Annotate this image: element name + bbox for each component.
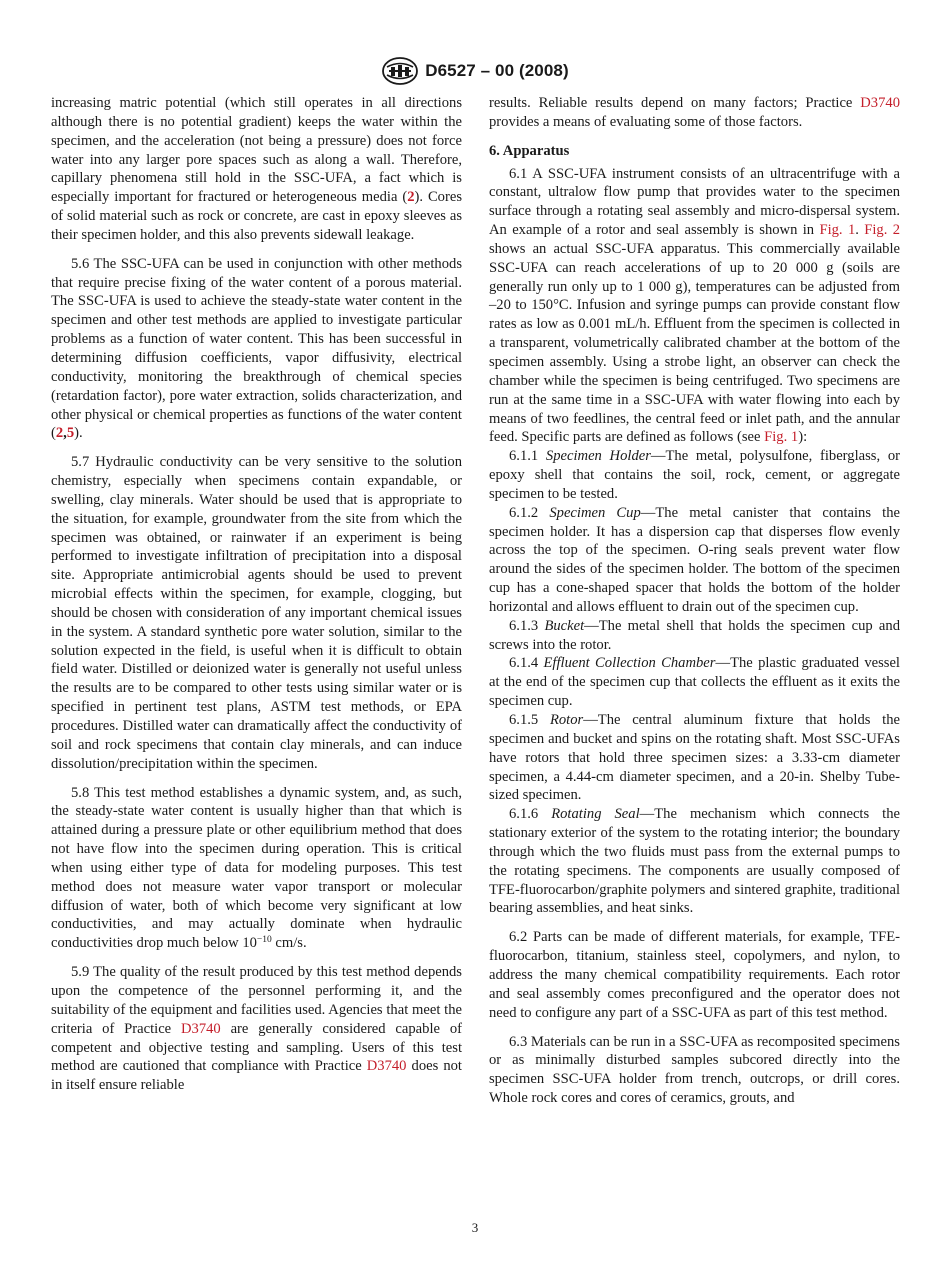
standard-link-d3740[interactable]: D3740 <box>860 95 900 111</box>
figure-link[interactable]: Fig. 2 <box>864 222 901 239</box>
figure-link[interactable]: Fig. 1 <box>819 222 856 239</box>
paragraph-5-9-continued: results. Reliable results depend on many factors; Practice D3740 provides a means of evaluating some of those factors. <box>489 95 900 130</box>
left-column <box>51 94 462 1095</box>
paragraph-5-5-continued: increasing matric potential (which still operates in all directions although there is no potential gradient) keeps the water within the specimen, and the acceleration (not being a pressure) does not force water into any larger pore spaces such as along a wall. Therefore, capillary phenomena still hold in the SSC-UFA, a fact which is especially important for fractured or heterogeneous media (2). Cores of solid material such as rock or concrete, are cast in epoxy sleeves as their specimen holder, and this also prevents sidewall leakage. <box>51 95 462 243</box>
reference-link[interactable]: 5 <box>66 425 75 442</box>
paragraph-6-1: 6.1 A SSC-UFA instrument consists of an ultracentrifuge with a constant, ultralow flow pump that provides water to the specimen surface through a rotating seal assembly and micro-dispersal system. An example of a rotor and seal assembly is shown in Fig. 1. Fig. 2 shows an actual SSC-UFA apparatus. This commercially available SSC-UFA can reach accelerations of up to 20 000 g (soils are generally run only up to 1 000 g), temperatures can be adjusted from –20 to 150°C. Infusion and syringe pumps can provide constant flow rates as low as 0.001 mL/h. Effluent from the specimen is collected in a transparent, volumetrically calibrated chamber at the bottom of the specimen assembly. Using a strobe light, an observer can check the chamber while the specimen is being centrifuged. Two specimens are run at the same time in a SSC-UFA with water flowing into each by means of two feedlines, the central feed or inlet path, and the annular feed. Specific parts are defined as follows (see Fig. 1): <box>489 165 901 446</box>
paragraph-6-1-5: 6.1.5 Rotor—The central aluminum fixture that holds the specimen and bucket and spins on the rotating shaft. Most SSC-UFAs have rotors that hold three specimen sizes: a 3.33-cm diameter specimen, a 4.44-cm diameter specimen, and a 20-in. Shelby Tube-sized specimen. <box>489 712 900 804</box>
section-heading-apparatus: 6. Apparatus <box>489 142 570 159</box>
reference-link[interactable]: 2 <box>55 425 64 442</box>
figure-link[interactable]: Fig. 1 <box>764 429 799 446</box>
document-designation: D6527 – 00 (2008) <box>425 61 569 80</box>
paragraph-5-9: 5.9 The quality of the result produced by this test method depends upon the competence of the personnel performing it, and the suitability of the equipment and facilities used. Agencies that meet the criteria of Practice D3740 are generally considered capable of competent and objective testing and sampling. Users of this test method are cautioned that compliance with Practice D3740 does not in itself ensure reliable <box>51 964 462 1094</box>
paragraph-5-8: 5.8 This test method establishes a dynamic system, and, as such, the steady-state water content is usually higher than that which is attained during a pressure plate or other equilibrium method that does not have flow into the specimen during operation. This is critical when using either type of data for modeling purposes. This test method does not measure water vapor transport or molecular diffusion of water, both of which become very significant at low conductivities, and may actually dominate when hydraulic conductivities drop much below $10^{-10}$ cm/s. <box>51 784 462 952</box>
paragraph-6-1-3: 6.1.3 Bucket—The metal shell that holds the specimen cup and screws into the rotor. <box>489 617 900 653</box>
astm-logo-icon <box>381 56 419 86</box>
paragraph-5-6: 5.6 The SSC-UFA can be used in conjunction with other methods that require precise fixing of the water content of a porous material. The SSC-UFA is used to achieve the steady-state water content in the specimen and other test methods are applied to investigate particular problems as a function of water content. This has been successful in determining diffusion coefficients, vapor diffusivity, electrical conductivity, monitoring the breakthrough of chemical species (retardation factor), pore water extraction, solids characterization, and other physical or chemical properties as functions of the water content (2,5). <box>51 255 462 442</box>
paragraph-6-2: 6.2 Parts can be made of different materials, for example, TFE-fluorocarbon, titanium, stainless steel, copolymers, and nylon, to address the many chemical compatibility requirements. Each rotor and seal assembly comes preconfigured and the operator does not need to configure any part of a SSC-UFA as part of this test method. <box>489 929 900 1021</box>
paragraph-6-1-2: 6.1.2 Specimen Cup—The metal canister that contains the specimen holder. It has a dispersion cap that disperses flow evenly across the top of the specimen. O-ring seals prevent water flow around the sides of the specimen holder. The bottom of the specimen cup has a cone-shaped spacer that holds the bottom of the holder horizontal and allows effluent to drain out of the specimen cup. <box>489 504 900 615</box>
paragraph-6-1-4: 6.1.4 Effluent Collection Chamber—The plastic graduated vessel at the end of the specimen cup that collects the effluent as it exits the specimen cup. <box>489 655 900 710</box>
right-column <box>489 94 900 1108</box>
standard-link-d3740[interactable]: D3740 <box>181 1020 221 1037</box>
page-header <box>0 56 950 86</box>
paragraph-5-7: 5.7 Hydraulic conductivity can be very sensitive to the solution chemistry, especially when specimens contain expandable, or swelling, clay minerals. Water should be used that is appropriate to the situation, for example, groundwater from the site from which the specimen was obtained, or rainwater if an experiment is being performed to investigate infiltration of precipitation into a disposal site. Appropriate antimicrobial agents should be used to prevent microbial effects within the specimen, for example, clogging, but should be chosen with consideration of any important chemical issues in the system. A standard synthetic pore water solution, similar to the solution expected in the field, is useful when it is difficult to obtain field water. Distilled or deionized water is generally not useful unless the results are to be compared to other tests using similar water or is specified in pertinent test plans, ASTM test methods, or EPA procedures. Distilled water can dramatically affect the conductivity of soil and rock specimens that contain clay minerals, and can induce dissolution/precipitation within the specimen. <box>51 454 462 772</box>
paragraph-6-1-6: 6.1.6 Rotating Seal—The mechanism which connects the stationary exterior of the system to the rotating interior; the boundary through which the two fluids must pass from the external pumps to the rotating specimens. The components are usually composed of TFE-fluorocarbon/graphite polymers and sintered graphite, traditional bearing assemblies, and heat sinks. <box>489 806 901 917</box>
paragraph-6-1-1: 6.1.1 Specimen Holder—The metal, polysulfone, fiberglass, or epoxy shell that contains the soil, rock, cement, or aggregate specimen to be tested. <box>489 448 900 502</box>
reference-link[interactable]: 2 <box>407 189 415 206</box>
paragraph-6-3: 6.3 Materials can be run in a SSC-UFA as recomposited specimens or as minimally disturbed samples subcored directly into the specimen SSC-UFA holder from trench, outcrops, or drill cores. Whole rock cores and cores of ceramics, grouts, and <box>489 1033 900 1107</box>
page-number: 3 <box>471 1220 479 1235</box>
standard-link-d3740[interactable]: D3740 <box>366 1058 407 1075</box>
